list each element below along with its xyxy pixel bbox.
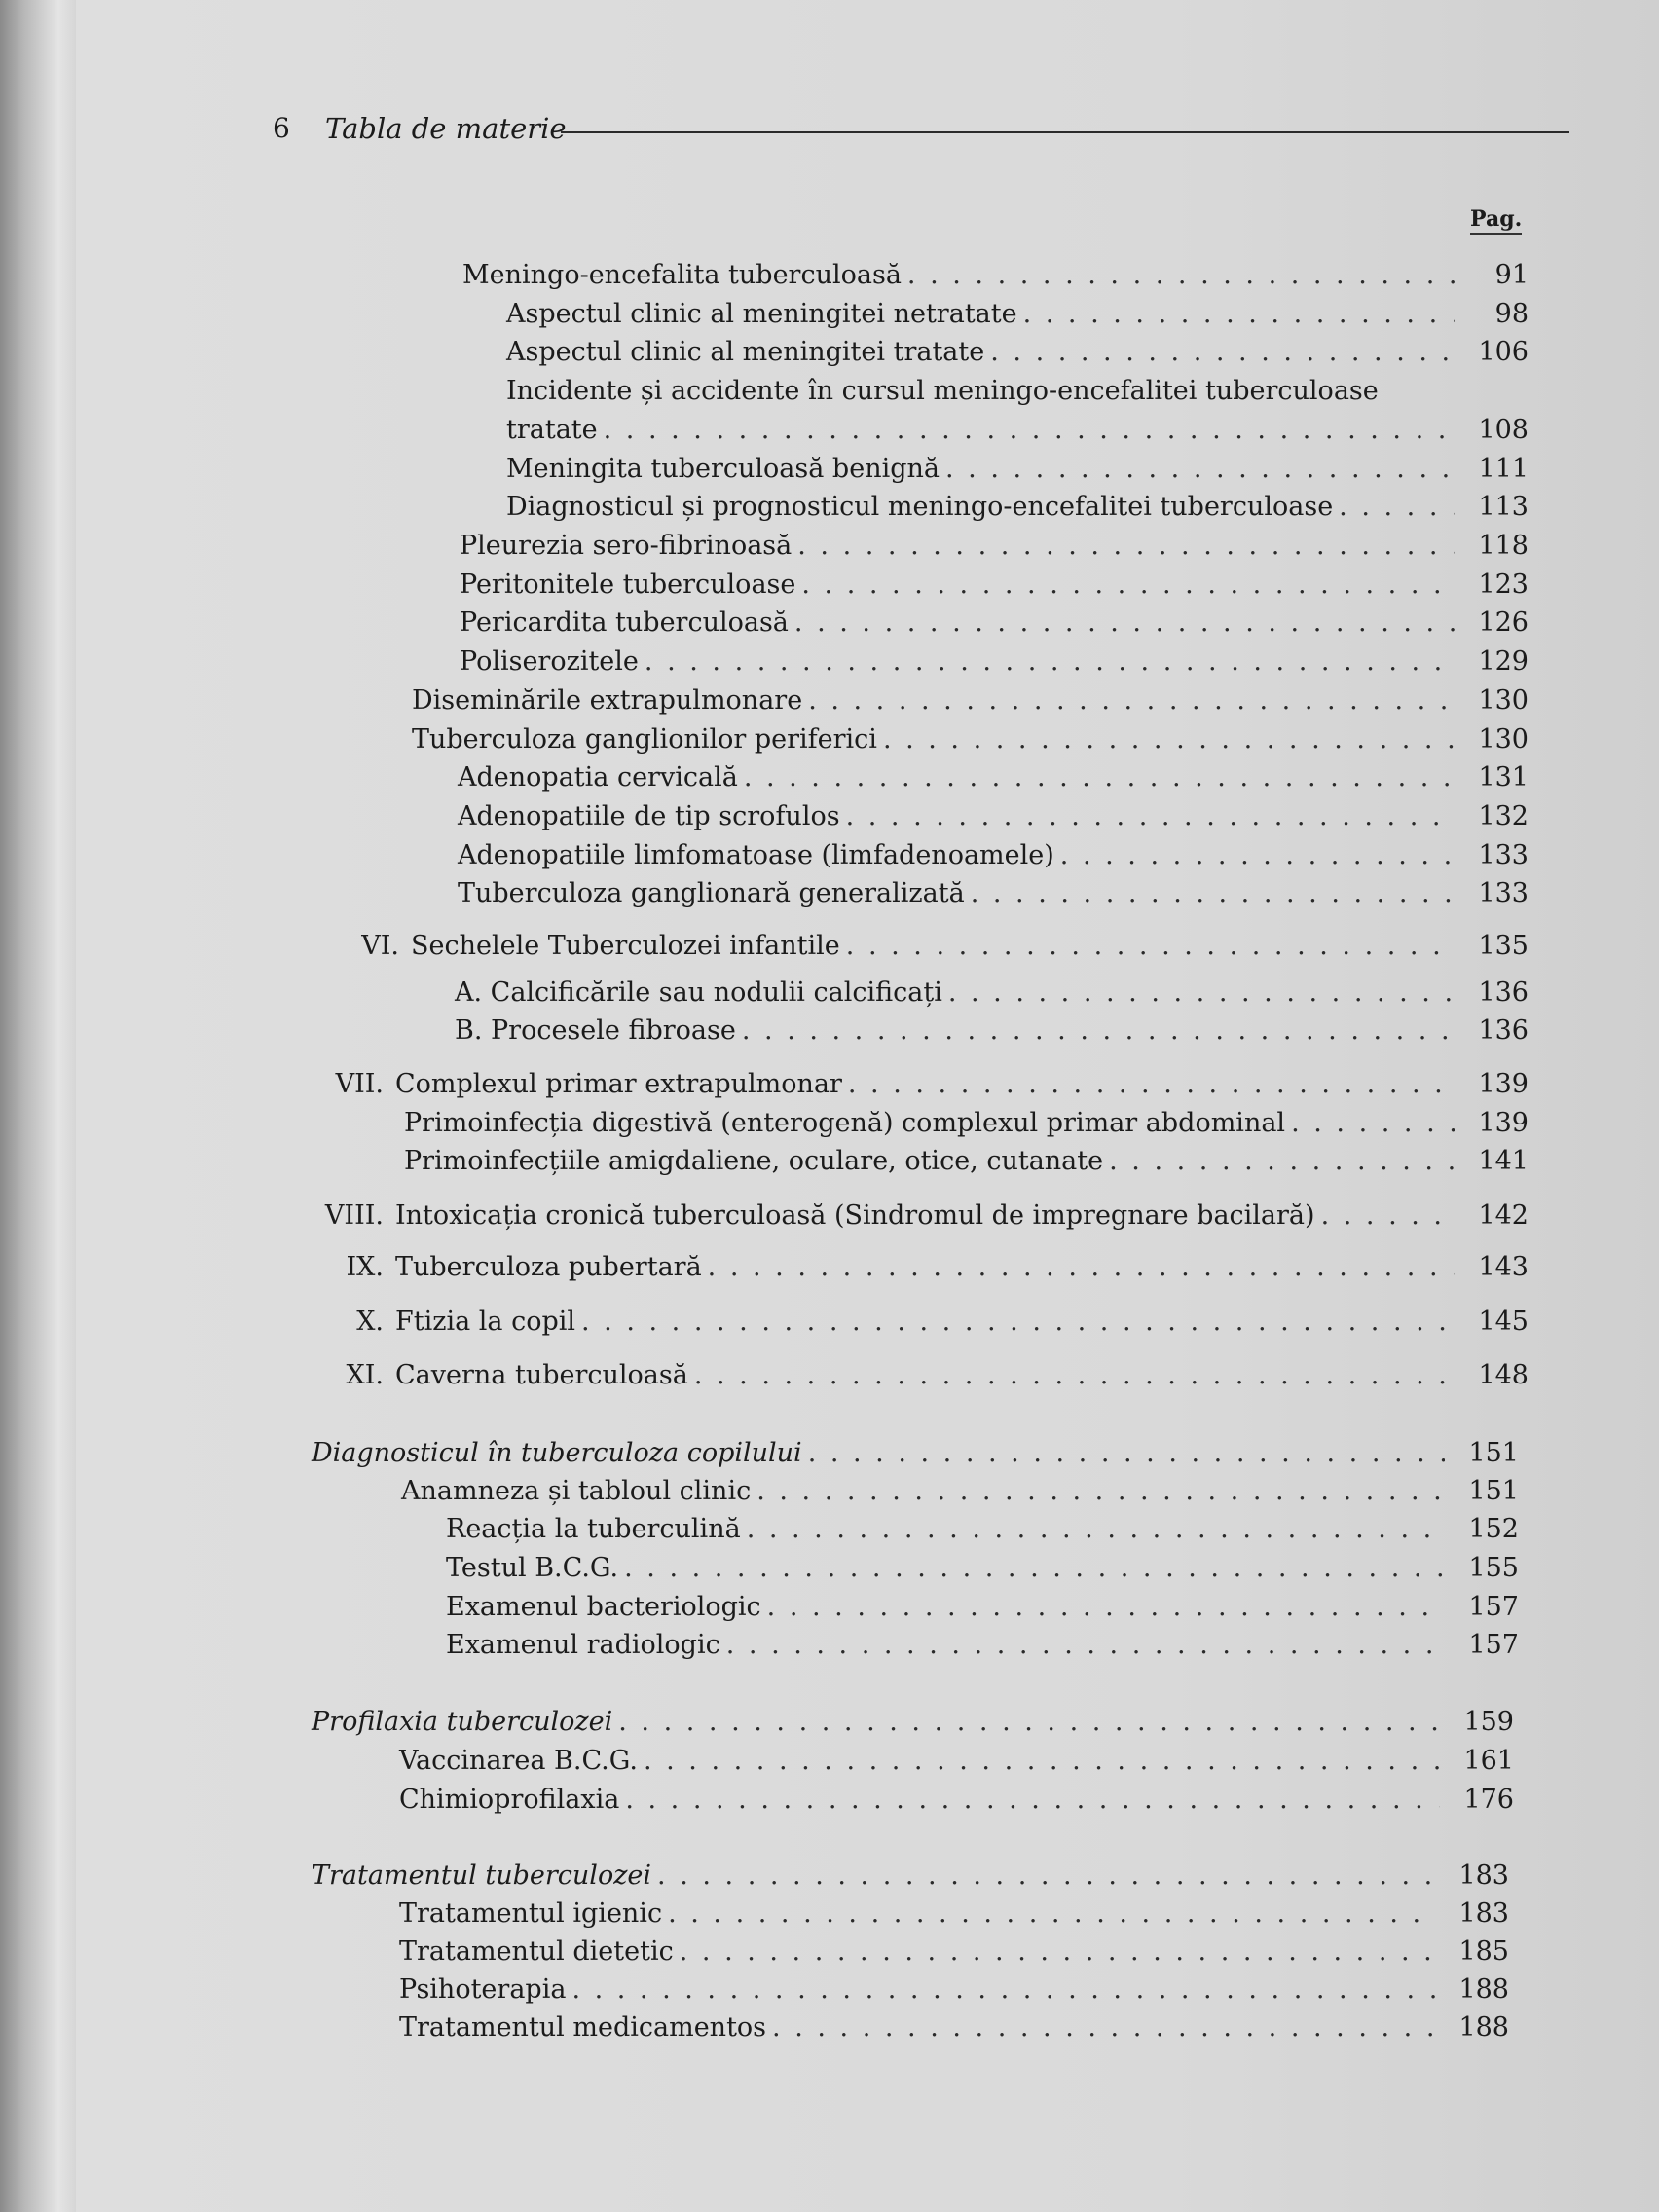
toc-entry: Primoinfecțiile amigdaliene, oculare, otice, cutanate . . . 141 [404,1145,1529,1178]
toc-entry: Aspectul clinic al meningitei tratate . . . 106 [506,336,1529,369]
toc-entry: Tratamentul medicamentos . . . 188 [399,2011,1509,2045]
toc-entry-continued: Incidente și accidente în cursul meningo-encefalitei tuberculoase [506,376,1379,406]
toc-chapter-entry: X. Ftizia la copil . . . 145 [298,1306,1529,1339]
toc-entry: Tuberculoza ganglionară generalizată . . . 133 [458,877,1529,910]
toc-entry: Peritonitele tuberculoase . . . 123 [460,569,1529,602]
toc-chapter-entry: VI. Sechelele Tuberculozei infantile . . . 135 [313,930,1529,963]
toc-entry: tratate . . . 108 [506,414,1529,447]
toc-entry: B. Procesele fibroase . . . 136 [455,1014,1529,1048]
toc-entry: Meningo-encefalita tuberculoasă . . . 91 [462,259,1529,292]
toc-entry: Meningita tuberculoasă benignă . . . 111 [506,453,1529,486]
toc-entry: Diagnosticul și prognosticul meningo-encefalitei tuberculoase . . . 113 [506,491,1529,524]
toc-entry: Psihoterapia . . . 188 [399,1973,1509,2007]
toc-entry: A. Calcificările sau nodulii calcificați . . . 136 [455,977,1529,1010]
toc-entry: Reacția la tuberculină . . . 152 [446,1513,1519,1546]
toc-chapter-entry: VIII. Intoxicația cronică tuberculoasă (Sindromul de impregnare bacilară) . . . 142 [298,1199,1529,1233]
toc-entry: Primoinfecția digestivă (enterogenă) complexul primar abdominal . . . 139 [404,1107,1529,1140]
toc-section-entry: Diagnosticul în tuberculoza copilului . . . 151 [312,1437,1519,1470]
toc-entry: Pericardita tuberculoasă . . . 126 [460,607,1529,640]
running-title: Tabla de materie [325,112,567,145]
toc-section-entry: Tratamentul tuberculozei . . . 183 [312,1860,1509,1893]
toc-entry: Examenul radiologic . . . 157 [446,1629,1519,1662]
toc-section-entry: Profilaxia tuberculozei . . . 159 [312,1706,1514,1739]
toc-entry: Tratamentul igienic . . . 183 [399,1898,1509,1931]
toc-entry: Poliserozitele . . . 129 [460,645,1529,679]
toc-entry: Examenul bacteriologic . . . 157 [446,1591,1519,1624]
toc-entry: Pleurezia sero-fibrinoasă . . . 118 [460,530,1529,563]
toc-entry: Anamneza și tabloul clinic . . . 151 [401,1475,1519,1508]
page-number: 6 [273,112,290,144]
toc-entry: Chimioprofilaxia . . . 176 [399,1784,1514,1817]
toc-entry: Vaccinarea B.C.G. . . . 161 [399,1745,1514,1778]
toc-entry: Aspectul clinic al meningitei netratate . . . 98 [506,298,1529,331]
pag-column-label: Pag. [1470,206,1522,235]
toc-entry: Diseminările extrapulmonare . . . 130 [412,684,1529,718]
toc-entry: Testul B.C.G. . . . 155 [446,1552,1519,1585]
toc-entry: Adenopatiile limfomatoase (limfadenoamele) . . . 133 [458,839,1529,872]
toc-chapter-entry: XI. Caverna tuberculoasă . . . 148 [298,1359,1529,1392]
toc-entry: Tuberculoza ganglionilor periferici . . . 130 [412,723,1529,756]
toc-chapter-entry: VII. Complexul primar extrapulmonar . . . 139 [298,1068,1529,1101]
toc-entry: Tratamentul dietetic . . . 185 [399,1936,1509,1969]
toc-entry: Adenopatiile de tip scrofulos . . . 132 [458,800,1529,833]
toc-chapter-entry: IX. Tuberculoza pubertară . . . 143 [298,1251,1529,1284]
toc-entry: Adenopatia cervicală . . . 131 [458,761,1529,794]
